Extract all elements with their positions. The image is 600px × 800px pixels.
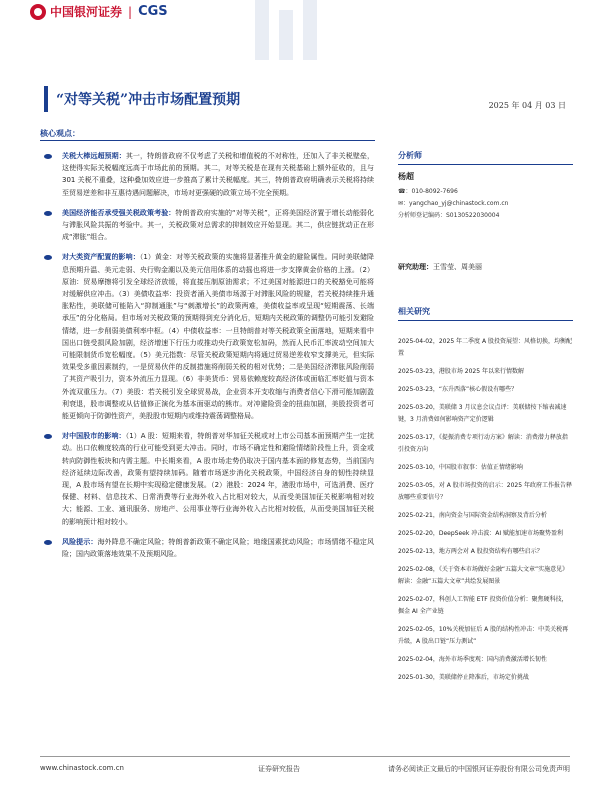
bullet-text xyxy=(62,207,374,244)
related-item[interactable]: 2025-03-23，港股市场 2025 年以来行情数解 xyxy=(398,368,524,375)
bullet-text xyxy=(62,536,374,560)
core-points-list xyxy=(44,150,374,568)
assistants-label: 研究助理： xyxy=(398,263,433,271)
brand-logo-icon xyxy=(30,4,46,20)
bullet-body: （1）A 股：短期来看，特朗普对华加征关税或对上市公司基本面预期产生一定扰动。出口依赖度较高的行业可能受到更大冲击。同时，市场不确定性和避险情绪阶段性上升，资金或转向防御性板块和内需主题。中长期来看，A 股市场走势仍取决于国内基本面的修复态势，当前国内经济延续边际改善，政策有望持续加码。随着市场逐步消化关税政策，中国经济自身的韧性持续显现，A 股市场有望在长期中实现稳定健康发展。（2）港股：2024 年，港股市场中，可选消费、医疗保健、材料、信息技术、日常消费等行业海外收入占比相对较大，从而受美国加征关税影响相对较大；能源、工业、通讯服务、房地产、公用事业等行业海外收入占比相对较低，从而受美国加征关税的影响预计相对较小。 xyxy=(62,432,375,526)
related-item[interactable]: 2025-01-30，美联储停止降准后，市场定价挑战 xyxy=(398,674,529,681)
bullet-dot-icon xyxy=(44,255,52,260)
related-item[interactable]: 2025-02-08，《关于资本市场做好金融“五篇大文章”实施意见》解读：金融“五篇大文章”共绘发展图景 xyxy=(398,566,569,585)
related-research-heading: 相关研究 xyxy=(398,306,573,321)
related-research-list xyxy=(398,336,573,690)
footer-report-type: 证券研究报告 xyxy=(258,765,300,773)
related-item[interactable]: 2025-03-23，“东升西落”核心假设有哪些？ xyxy=(398,386,518,393)
bullet-text xyxy=(62,150,374,199)
analyst-panel xyxy=(398,150,573,222)
related-item[interactable]: 2025-02-20，DeepSeek 冲击波：AI 赋能加速市场聚势盈利 xyxy=(398,530,564,537)
analyst-phone: ☎：010-8092-7696 xyxy=(398,188,458,195)
bullet-dot-icon xyxy=(44,540,52,545)
footer-disclaimer: 请务必阅读正文最后的中国银河证券股份有限公司免责声明 xyxy=(388,765,570,773)
bullet-item xyxy=(44,536,374,560)
related-item[interactable]: 2025-03-17，《提振消费专项行动方案》解读：消费潜力释放指引投资方向 xyxy=(398,434,568,453)
brand-logo xyxy=(30,3,168,20)
bullet-heading: 美国经济能否承受强关税政策考验： xyxy=(62,208,176,217)
core-points-heading: 核心观点： xyxy=(40,129,80,138)
bullet-heading: 风险提示： xyxy=(62,537,98,546)
bullet-item xyxy=(44,207,374,244)
bullet-item xyxy=(44,430,374,528)
bullet-heading: 关税大棒远超预期： xyxy=(62,152,126,160)
bullet-item xyxy=(44,150,374,199)
related-item[interactable]: 2025-03-10，中国股市叙事：估值正情绪影响 xyxy=(398,464,523,471)
title-accent-bar xyxy=(44,86,48,112)
related-item[interactable]: 2025-04-02，2025 年二季度 A 股投资展望：风格切换，均衡配置 xyxy=(398,338,572,357)
bullet-body: 特朗普政府实施的“对等关税”，正将美国经济置于增长动能弱化与滞胀风险共振的考验中。其一，关税政策对总需求的抑制效应开始显现。其二，供应链扰动正在形成“滞胀”组合。 xyxy=(62,208,374,242)
analyst-name: 杨超 xyxy=(398,172,414,181)
related-item[interactable]: 2025-02-21，南向资金与国际资金结构洞察及背后分析 xyxy=(398,512,547,519)
related-item[interactable]: 2025-02-07，科创人工智能 ETF 投资价值分析：聚焦硬科技，掘金 AI 全产业链 xyxy=(398,596,568,615)
bullet-dot-icon xyxy=(44,211,52,216)
related-item[interactable]: 2025-03-20，美联储 3 月议息会议点评：美联储按下缩表减速键，3 月消费如何影响资产定价逻辑 xyxy=(398,404,567,423)
brand-name-cn: 中国银河证券 xyxy=(50,5,123,19)
bullet-dot-icon xyxy=(44,434,52,439)
report-title: “对等关税”冲击市场配置预期 xyxy=(56,92,241,108)
brand-name-en: CGS xyxy=(138,4,168,19)
bullet-dot-icon xyxy=(44,154,52,159)
watermark-graphic xyxy=(245,0,335,70)
report-date: 2025 年 04 月 03 日 xyxy=(488,101,566,110)
related-item[interactable]: 2025-02-04，海外市场季度观：国内消费激活增长韧性 xyxy=(398,656,547,663)
bullet-item xyxy=(44,251,374,422)
brand-separator: | xyxy=(128,4,133,19)
bullet-body: 其一，特朗普政府不仅考虑了关税和增值税的不对称性，还加入了非关税壁垒，这使得实际关税幅度远高于市场此前的预期。其二，对等关税是在现有关税基础上额外征收的，且与 301 关税不重叠，这种叠加效应进一步推高了累计关税幅度。其三，特朗普政府明确表示关税将持续至贸易逆差和非互惠待遇问题解决，市场对更强硬的政策立场不完全预期。 xyxy=(62,152,375,197)
footer-url[interactable]: www.chinastock.com.cn xyxy=(40,764,124,772)
bullet-heading: 对中国股市的影响： xyxy=(62,432,126,441)
bullet-heading: 对大类资产配置的影响： xyxy=(62,253,140,262)
bullet-text xyxy=(62,430,374,528)
related-item[interactable]: 2025-03-05，对 A 股市场投资的启示：2025 年政府工作报告释放哪些重要信号？ xyxy=(398,482,572,501)
bullet-body: （1）黄金：对等关税政策的实施将显著推升黄金的避险属性。同时美联储降息预期升温、美元走弱、央行购金潮以及美元信用体系的动摇也将进一步支撑黄金价格的上涨。（2）原油：贸易摩擦将引发全球经济放缓，将直接压制原油需求；不过美国对能源进口的关税豁免可能将对缓解供应冲击。（3）美债收益率：投资者涌入美债市场源于对滞胀风险的规避，若关税持续推升通胀粘性，美联储可能陷入“抑制通胀”与“刺激增长”的政策两难，美债收益率或呈现“短期震荡、长端承压”的分化格局。但市场对关税政策的预期得到充分消化后，短期内关税政策的调整仍可能引发避险情绪，进一步削弱美债利率中枢。（4）中债收益率：一旦特朗普对等关税政策全面落地，短期来看中国出口链受损风险加剧，经济增速下行压力或推动央行政策宽松加码，然而人民币汇率波动空间加大可能限制货币宽松幅度。（5）美元指数：尽管关税政策短期内将通过贸易逆差收窄支撑美元，但实际效果受多重因素制约，一是贸易伙伴的反制措施将削弱关税的相对优势；二是美国经济滞胀风险削弱了其资产吸引力，资本外流压力显现。（6）非美货币：贸易依赖度较高经济体或面临汇率贬值与资本外流双重压力。（7）美股：若关税引发全球贸易战，企业资本开支收缩与消费者信心下滑可能加剧盈利衰退，股市调整或从估值修正演化为基本面驱动的熊市。对冲避险资金的扭曲加剧，美股投资者可能更倾向于防御性资产，美股股市短期内或维持震荡调整格局。 xyxy=(62,253,375,421)
analyst-email[interactable]: ✉：yangchao_yj@chinastock.com.cn xyxy=(398,200,509,207)
divider xyxy=(40,140,375,141)
bullet-text xyxy=(62,251,374,422)
assistants-names: 王雪莹、周美丽 xyxy=(433,263,482,271)
related-item[interactable]: 2025-02-13，地方两会对 A 股投资结构有哪些启示？ xyxy=(398,548,543,555)
related-item[interactable]: 2025-02-05，10%关税加征后 A 股的结构性冲击：中美关税再升级，A 股出口链“压力测试” xyxy=(398,626,569,645)
bullet-body: 海外降息不确定风险；特朗普新政策不确定风险；地缘国素扰动风险；市场情绪不稳定风险；国内政策落地效果不及预期风险。 xyxy=(62,537,375,559)
footer-divider xyxy=(40,756,570,757)
analyst-cert: 分析师登记编码：S0130522030004 xyxy=(398,212,500,219)
research-assistants xyxy=(398,262,482,272)
analyst-heading: 分析师 xyxy=(398,150,573,165)
